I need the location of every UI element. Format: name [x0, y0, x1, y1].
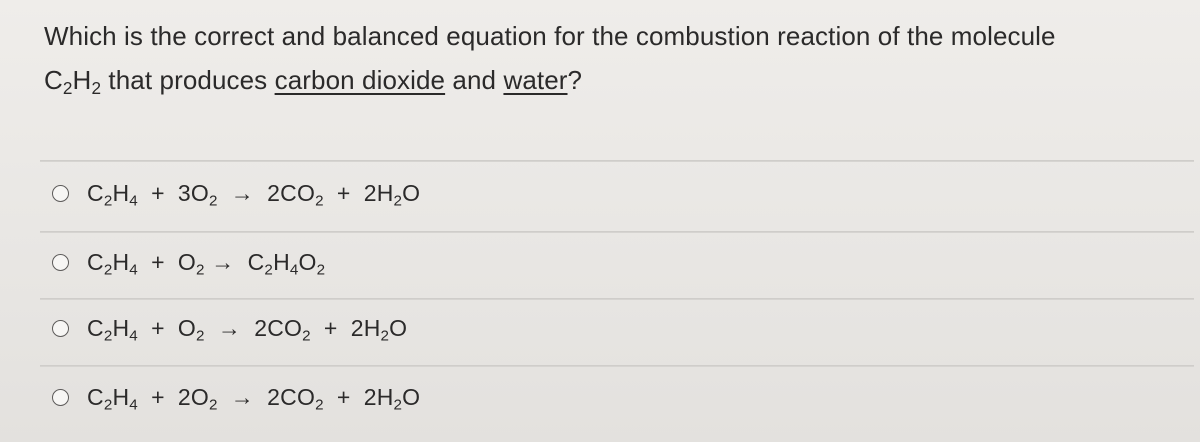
equation-text: [87, 249, 325, 276]
equation-text: [87, 180, 420, 207]
carbon-dioxide-link[interactable]: carbon dioxide: [274, 65, 446, 95]
equation-subscript: 2: [103, 191, 113, 209]
equation-subscript: 2: [208, 191, 218, 209]
equation-text: [87, 384, 420, 411]
equation-subscript: 2: [393, 395, 403, 413]
equation-subscript: 2: [103, 260, 113, 278]
equation-fragment: → 2CO: [217, 179, 316, 206]
question-text-and: and: [445, 65, 504, 95]
equation-subscript: 2: [264, 260, 274, 278]
radio-button-icon[interactable]: [52, 185, 69, 202]
equation-fragment: + O: [137, 314, 196, 341]
answer-option-1[interactable]: [52, 176, 420, 210]
formula-sub: 2: [91, 77, 102, 98]
equation-fragment: → 2CO: [217, 383, 316, 410]
question-line-1: Which is the correct and balanced equation for the combustion reaction of the molecule: [44, 21, 1056, 51]
equation-subscript: 2: [302, 326, 311, 344]
answer-option-3[interactable]: [52, 311, 407, 345]
equation-fragment: O: [298, 248, 317, 275]
equation-fragment: C: [87, 248, 104, 275]
equation-fragment: H: [112, 383, 130, 410]
equation-fragment: H: [273, 248, 290, 275]
radio-button-icon[interactable]: [52, 254, 69, 271]
equation-fragment: C: [87, 179, 104, 206]
divider: [40, 365, 1194, 367]
equation-subscript: 2: [315, 395, 324, 413]
equation-subscript: 4: [129, 326, 138, 344]
equation-subscript: 2: [208, 395, 218, 413]
question-text-mid: that produces: [101, 65, 275, 95]
equation-fragment: + 2H: [323, 179, 394, 206]
equation-fragment: O: [389, 314, 408, 341]
equation-subscript: 2: [315, 191, 324, 209]
equation-fragment: + 2H: [310, 314, 381, 341]
radio-button-icon[interactable]: [52, 320, 69, 337]
divider: [40, 298, 1194, 300]
equation-fragment: + O: [137, 248, 196, 275]
equation-subscript: 4: [289, 260, 299, 278]
formula-sub: 2: [62, 77, 73, 98]
equation-subscript: 2: [393, 191, 403, 209]
answer-option-4[interactable]: [52, 380, 420, 414]
answer-option-2[interactable]: [52, 245, 325, 279]
question-mark: ?: [567, 65, 583, 95]
equation-fragment: + 3O: [137, 179, 209, 206]
equation-subscript: 2: [103, 395, 113, 413]
equation-fragment: H: [112, 314, 130, 341]
equation-subscript: 2: [196, 260, 205, 278]
question-line-2: [44, 58, 1174, 102]
equation-fragment: O: [402, 179, 421, 206]
equation-subscript: 2: [380, 326, 390, 344]
equation-subscript: 4: [129, 191, 138, 209]
water-link[interactable]: water: [503, 65, 568, 95]
equation-fragment: C: [87, 383, 104, 410]
equation-fragment: C: [87, 314, 104, 341]
equation-fragment: H: [112, 248, 130, 275]
equation-subscript: 2: [316, 260, 326, 278]
equation-subscript: 2: [196, 326, 205, 344]
equation-fragment: + 2O: [137, 383, 209, 410]
equation-fragment: + 2H: [323, 383, 394, 410]
divider: [40, 160, 1194, 162]
question-text: [44, 14, 1174, 102]
formula-h: H: [72, 65, 92, 95]
equation-fragment: O: [402, 383, 421, 410]
formula-c: C: [44, 65, 63, 95]
equation-fragment: → 2CO: [204, 314, 303, 341]
radio-button-icon[interactable]: [52, 389, 69, 406]
equation-subscript: 4: [129, 395, 138, 413]
equation-subscript: 4: [129, 260, 138, 278]
equation-text: [87, 315, 407, 342]
equation-fragment: H: [112, 179, 130, 206]
divider: [40, 231, 1194, 233]
equation-subscript: 2: [103, 326, 113, 344]
equation-fragment: → C: [204, 248, 265, 275]
